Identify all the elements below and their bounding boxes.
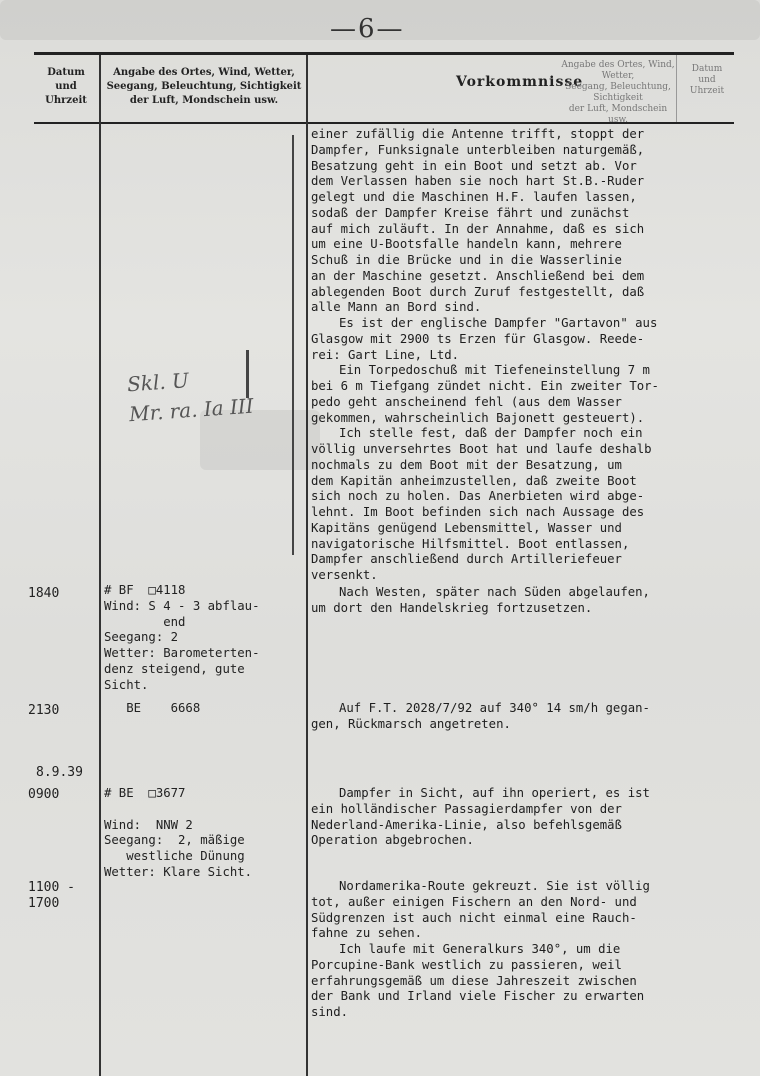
text-line: Porcupine-Bank westlich zu passieren, weil: [311, 957, 622, 972]
bleed-through-line: Uhrzeit: [689, 86, 725, 96]
location-line: [104, 802, 309, 818]
text-line: der Bank und Irland viele Fischer zu erwarten: [311, 989, 645, 1004]
text-line: Nederland-Amerika-Linie, also befehlsgemäß: [311, 817, 622, 832]
text-line: versenkt.: [311, 568, 378, 582]
location-line: Seegang: 2, mäßige: [104, 833, 245, 848]
text-line: navigatorische Hilfsmittel. Boot entlassen,: [311, 536, 630, 551]
header-date-line: Datum: [47, 67, 85, 78]
header-bleed-through: [560, 60, 676, 126]
text-line: Nordamerika-Route gekreuzt. Sie ist völlig: [339, 879, 650, 893]
text-line: sich noch zu holen. Das Anerbieten wird abge-: [311, 489, 645, 504]
location-line: # BE □3677: [104, 786, 186, 800]
text-line: Südgrenzen ist auch nicht einmal eine Rauch-: [311, 910, 637, 925]
text-line: Operation abgebrochen.: [311, 833, 474, 848]
text-line: Dampfer anschließend durch Artilleriefeuer: [311, 552, 622, 567]
text-line: völlig unversehrtes Boot hat und laufe deshalb: [311, 442, 652, 456]
text-line: dem Kapitän anheimzustellen, daß zweite Boot: [311, 473, 637, 488]
text-line: Ich laufe mit Generalkurs 340°, um die: [339, 942, 621, 956]
header-bleed-through-far: [680, 64, 734, 97]
text-line: dem Verlassen haben sie noch hart St.B.-Ruder: [311, 174, 645, 189]
header-location-line: Seegang, Beleuchtung, Sichtigkeit: [106, 81, 302, 92]
text-line: auf mich zuläuft. In der Annahme, daß es sich: [311, 221, 645, 236]
text-line: nochmals zu dem Boot mit der Besatzung, um: [311, 457, 622, 472]
header-top-rule: [34, 52, 734, 55]
bleed-through-line: Datum: [691, 64, 723, 74]
text-line: alle Mann an Bord sind.: [311, 300, 482, 315]
text-line: Besatzung geht in ein Boot und setzt ab. Vor: [311, 158, 637, 173]
text-line: Dampfer, Funksignale unterbleiben naturgemäß,: [311, 142, 645, 157]
entry-text: [311, 127, 745, 584]
text-line: um eine U-Bootsfalle handeln kann, mehrere: [311, 237, 622, 252]
entry-date: 8.9.39: [36, 765, 83, 780]
text-line: Ein Torpedoschuß mit Tiefeneinstellung 7 m: [339, 363, 650, 378]
text-line: erfahrungsgemäß um diese Jahreszeit zwischen: [311, 973, 637, 988]
text-line: tot, außer einigen Fischern an den Nord- und: [311, 894, 637, 909]
location-line: Seegang: 2: [104, 630, 179, 645]
location-line: denz steigend, gute: [104, 661, 245, 676]
pencil-margin-line: [292, 135, 294, 555]
location-line: Wetter: Barometerten-: [104, 646, 260, 660]
text-line: Auf F.T. 2028/7/92 auf 340° 14 sm/h gegan-: [339, 701, 650, 715]
text-line: Schuß in die Brücke und in die Wasserlinie: [311, 253, 622, 267]
header-date-line: Uhrzeit: [45, 95, 87, 106]
bleed-through-line: und: [698, 75, 716, 85]
header-events-column: Vorkommnisse: [456, 74, 584, 90]
bleed-through-line: der Luft, Mondschein usw.: [568, 104, 668, 125]
handwritten-annotation: [126, 361, 255, 430]
text-line: gelegt und die Maschinen H.F. laufen lassen,: [311, 190, 637, 204]
location-line: Wind: NNW 2: [104, 817, 193, 832]
text-line: Ich stelle fest, daß der Dampfer noch ein: [339, 426, 643, 441]
column-divider-1: [99, 55, 101, 1076]
text-line: gen, Rückmarsch angetreten.: [311, 716, 511, 731]
entry-text: [311, 701, 745, 733]
entry-time: 1840: [28, 586, 60, 601]
text-line: ablegenden Boot durch Zuruf festgestellt, daß: [311, 284, 645, 299]
text-line: rei: Gart Line, Ltd.: [311, 347, 460, 362]
location-line: westliche Dünung: [104, 849, 245, 863]
page-number: —6—: [330, 14, 405, 44]
entry-time: 1100 - 1700: [28, 880, 75, 911]
column-divider-faint: [676, 55, 677, 122]
text-line: Glasgow mit 2900 ts Erzen für Glasgow. Reede-: [311, 331, 645, 346]
text-line: lehnt. Im Boot befinden sich nach Aussage des: [311, 505, 645, 519]
header-date-line: und: [55, 81, 77, 92]
text-line: fahne zu sehen.: [311, 926, 423, 941]
entry-text: [311, 879, 745, 1021]
handwritten-line: Skl. U: [126, 368, 190, 397]
location-line: # BF □4118: [104, 583, 186, 597]
entry-text: [311, 585, 745, 617]
location-line: end: [104, 614, 186, 629]
text-line: Es ist der englische Dampfer "Gartavon" aus: [339, 316, 658, 330]
text-line: sodaß der Dampfer Kreise fährt und zunächst: [311, 205, 630, 220]
text-line: Kapitäns genügend Lebensmittel, Wasser und: [311, 520, 622, 535]
text-line: an der Maschine gesetzt. Anschließend bei dem: [311, 268, 645, 283]
location-line: BE 6668: [104, 701, 201, 715]
entry-location: [104, 786, 309, 881]
entry-location: [104, 583, 309, 693]
text-line: bei 6 m Tiefgang zündet nicht. Ein zweiter Tor-: [311, 379, 659, 393]
header-location-line: Angabe des Ortes, Wind, Wetter,: [113, 67, 295, 78]
text-line: gekommen, wahrscheinlich Bajonett gesteuert).: [311, 410, 645, 425]
text-line: Dampfer in Sicht, auf ihn operiert, es ist: [339, 786, 650, 800]
text-line: ein holländischer Passagierdampfer von der: [311, 801, 622, 816]
column-divider-2: [306, 55, 308, 1076]
location-line: Sicht.: [104, 677, 149, 692]
header-date-column: [34, 66, 98, 108]
bleed-through-line: Angabe des Ortes, Wind, Wetter,: [561, 60, 675, 81]
location-line: Wind: S 4 - 3 abflau-: [104, 598, 260, 613]
header-location-line: der Luft, Mondschein usw.: [129, 95, 279, 106]
entry-time: 2130: [28, 703, 60, 718]
entry-text: [311, 786, 745, 849]
handwritten-line: Mr. ra. Ia III: [128, 393, 255, 427]
text-line: pedo geht anscheinend fehl (aus dem Wasser: [311, 394, 622, 409]
location-line: Wetter: Klare Sicht.: [104, 864, 253, 879]
bleed-through-line: Seegang, Beleuchtung, Sichtigkeit: [565, 82, 671, 103]
text-line: einer zufällig die Antenne trifft, stoppt der: [311, 127, 645, 141]
text-line: sind.: [311, 1005, 349, 1019]
text-line: um dort den Handelskrieg fortzusetzen.: [311, 600, 593, 615]
text-line: Nach Westen, später nach Süden abgelaufen,: [339, 585, 650, 599]
header-location-column: [102, 66, 306, 108]
entry-time: 0900: [28, 787, 60, 802]
entry-location: [104, 701, 309, 717]
